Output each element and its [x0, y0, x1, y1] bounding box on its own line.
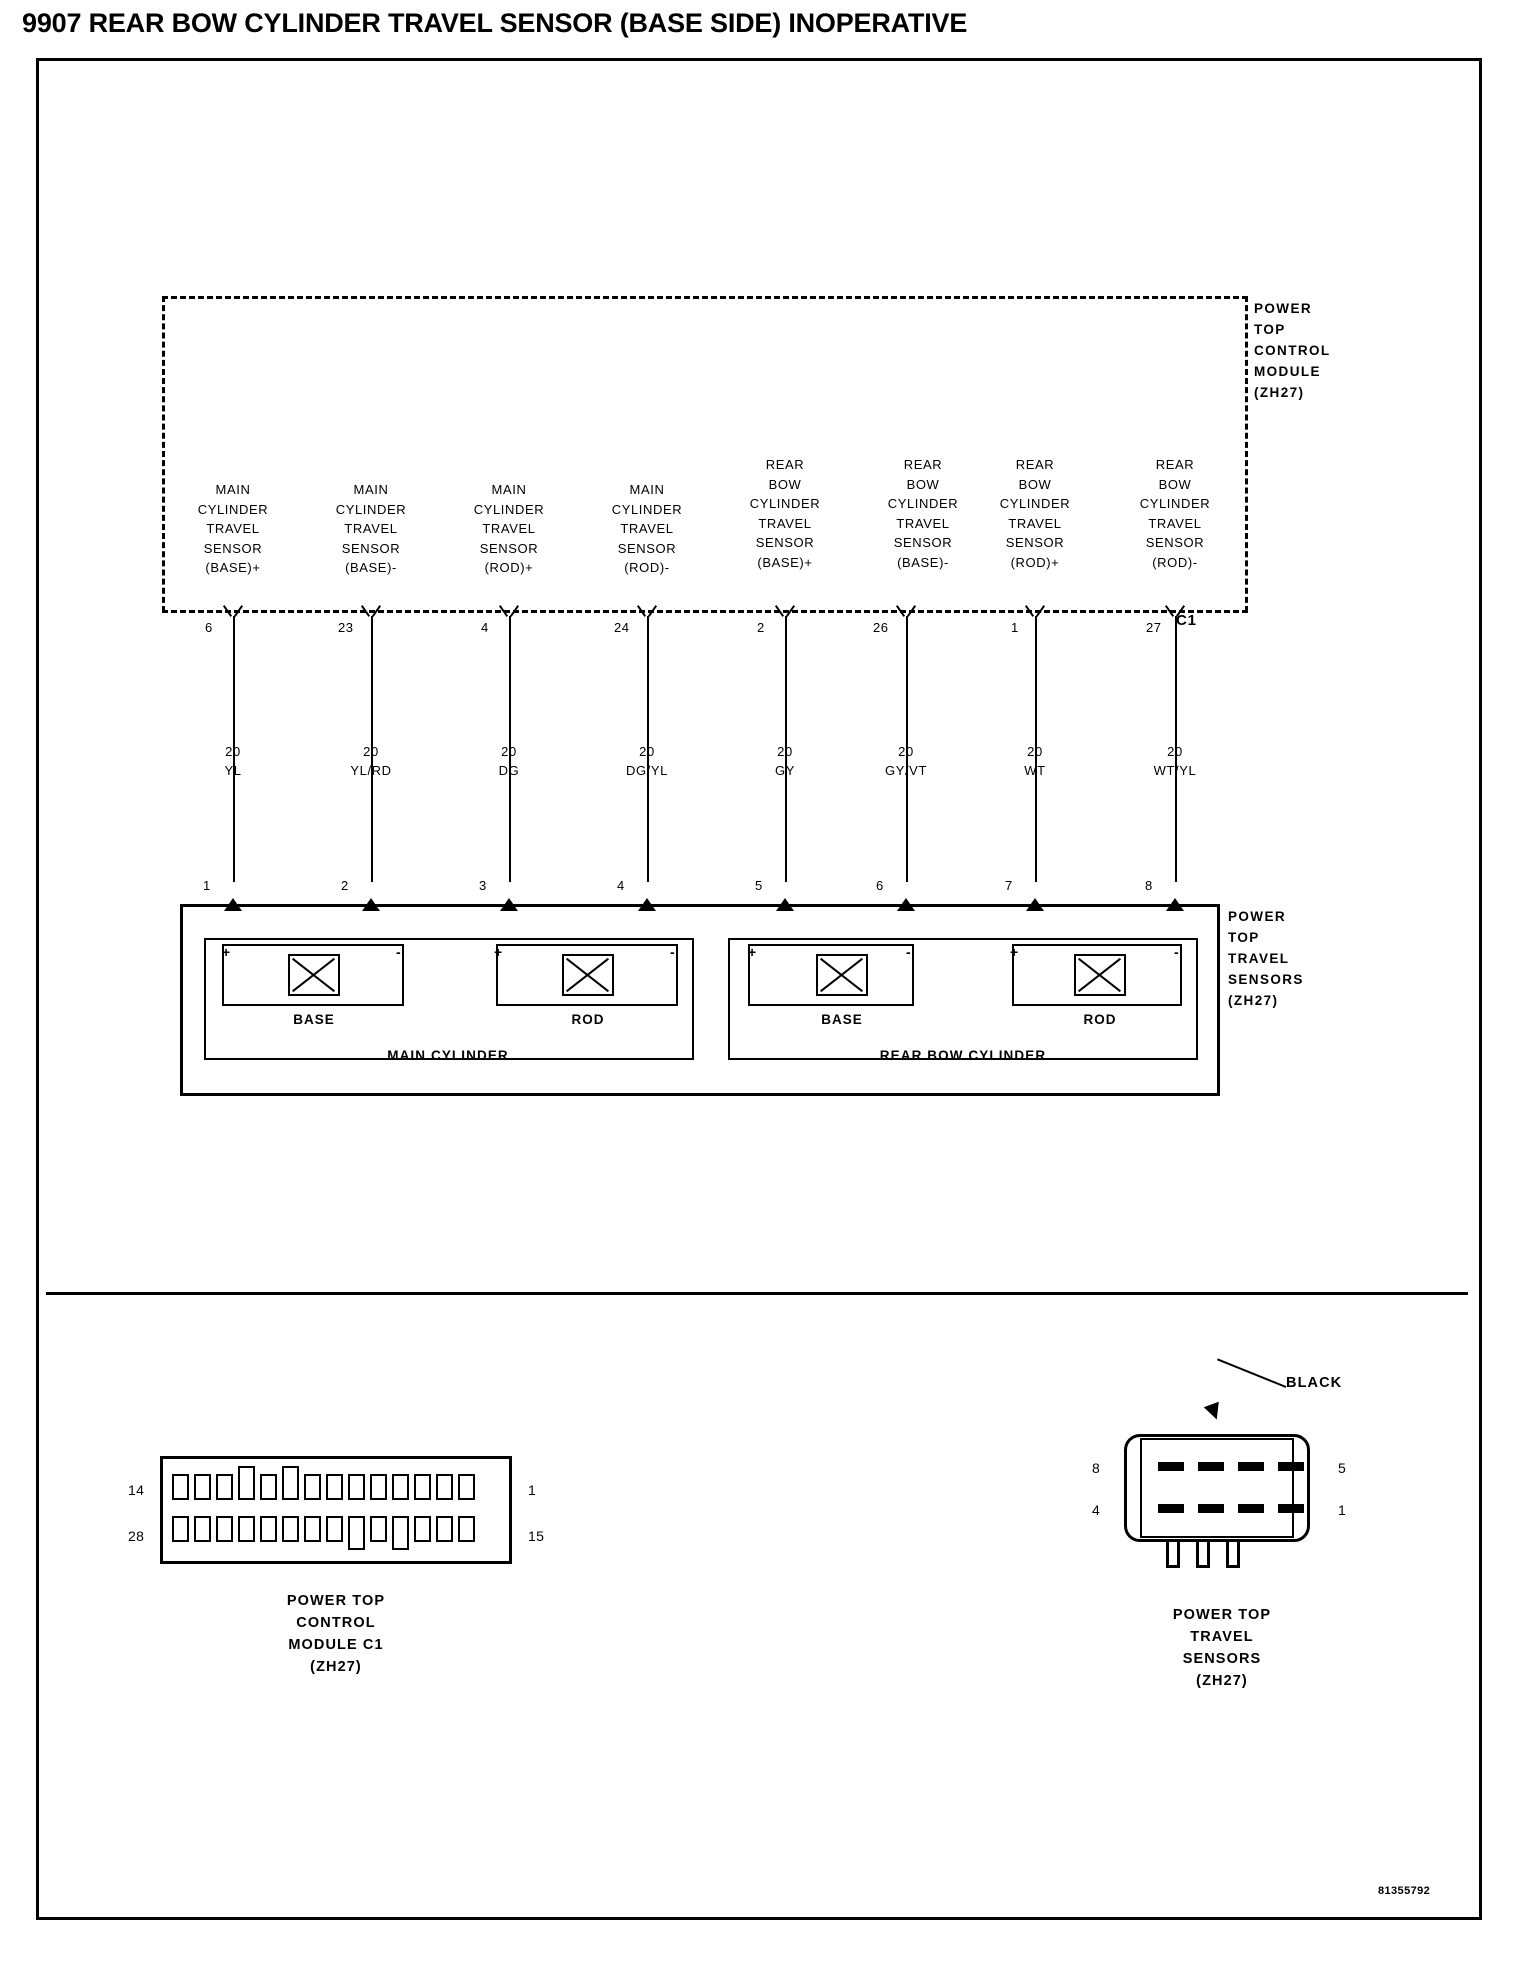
- c1-cavity-bottom: [414, 1516, 431, 1542]
- sensor-connector-tab-2: [1196, 1542, 1210, 1568]
- c1-pin-bottom-left: 28: [128, 1528, 145, 1544]
- sensor-connector-tab-3: [1226, 1542, 1240, 1568]
- c1-cavity-top: [326, 1474, 343, 1500]
- sensor-blade-bottom-1: [1158, 1504, 1184, 1513]
- sensors-caption-line-4: SENSORS: [1228, 972, 1304, 987]
- rear-base-minus: -: [906, 944, 911, 960]
- c1-cavity-bottom: [282, 1516, 299, 1542]
- sensor-pin-number-6: 6: [876, 878, 884, 893]
- main-cylinder-group-label: MAIN CYLINDER: [387, 1048, 509, 1063]
- sensors-caption-view-line-2: TRAVEL: [1190, 1629, 1254, 1645]
- circuit-label-5-line-1: REAR: [765, 457, 805, 472]
- c1-cavity-top: [392, 1474, 409, 1500]
- module-caption-line-1: POWER: [1254, 301, 1313, 316]
- main-rod-minus: -: [670, 944, 675, 960]
- main-cylinder-base-label: BASE: [293, 1012, 335, 1027]
- circuit-label-2: [306, 480, 436, 578]
- c1-cavity-top: [238, 1466, 255, 1500]
- sensors-caption-view-line-3: SENSORS: [1182, 1651, 1262, 1667]
- c1-cavity-top: [370, 1474, 387, 1500]
- wire-spec-8: [1115, 742, 1235, 780]
- wire-spec-4: [587, 742, 707, 780]
- sensors-caption-line-3: TRAVEL: [1228, 951, 1290, 966]
- circuit-label-3-line-1: MAIN: [491, 482, 527, 497]
- sensor-blade-bottom-3: [1238, 1504, 1264, 1513]
- c1-cavity-bottom: [326, 1516, 343, 1542]
- circuit-label-3-line-2: CYLINDER: [473, 501, 545, 517]
- sensor-blade-bottom-4: [1278, 1504, 1304, 1513]
- wire-color-3: DG: [498, 763, 520, 778]
- wire-color-2: YL/RD: [350, 763, 392, 778]
- circuit-label-1: [168, 480, 298, 578]
- sensor-pin-number-3: 3: [479, 878, 487, 893]
- sensor-connector-tab-1: [1166, 1542, 1180, 1568]
- c1-pin-top-right: 1: [528, 1482, 537, 1498]
- circuit-label-2-line-3: TRAVEL: [344, 521, 398, 536]
- module-caption-line-4: MODULE: [1254, 364, 1321, 379]
- circuit-label-8-line-6: (ROD)-: [1152, 554, 1198, 570]
- main-base-minus: -: [396, 944, 401, 960]
- wire-gauge-8: 20: [1167, 744, 1183, 759]
- c1-caption-line-4: (ZH27): [310, 1659, 362, 1675]
- wire-gauge-3: 20: [501, 744, 517, 759]
- rear-bow-base-sensor-symbol: [816, 954, 868, 996]
- black-callout-label: BLACK: [1286, 1375, 1343, 1391]
- document-code: 81355792: [1378, 1885, 1431, 1897]
- circuit-label-3-line-5: (ROD)+: [484, 560, 534, 575]
- circuit-label-5-line-2: BOW: [768, 476, 802, 492]
- c1-caption-line-1: POWER TOP: [286, 1593, 386, 1609]
- module-connector-label: C1: [1176, 612, 1197, 629]
- c1-cavity-top: [282, 1466, 299, 1500]
- circuit-label-7-line-1: REAR: [1015, 457, 1055, 472]
- circuit-label-2-line-5: (BASE)-: [345, 560, 397, 575]
- page-title: 9907 REAR BOW CYLINDER TRAVEL SENSOR (BASE SIDE) INOPERATIVE: [22, 8, 968, 38]
- main-cylinder-base-sensor-symbol: [288, 954, 340, 996]
- module-pin-number-3: 4: [481, 620, 489, 635]
- c1-cavity-top: [260, 1474, 277, 1500]
- c1-cavity-bottom: [238, 1516, 255, 1542]
- module-caption-line-2: TOP: [1254, 322, 1286, 337]
- circuit-label-4-line-4: SENSOR: [617, 540, 677, 556]
- circuit-label-7-line-4: TRAVEL: [1008, 515, 1062, 531]
- wire-color-4: DG/YL: [625, 763, 668, 778]
- c1-cavity-bottom: [172, 1516, 189, 1542]
- wire-color-5: GY: [775, 763, 795, 778]
- wire-spec-3: [449, 742, 569, 780]
- sensors-caption: [1228, 906, 1304, 1011]
- circuit-label-8-line-3: CYLINDER: [1139, 496, 1211, 511]
- module-pin-number-2: 23: [338, 620, 354, 635]
- wire-gauge-4: 20: [639, 744, 655, 759]
- module-pin-number-7: 1: [1011, 620, 1019, 635]
- module-pin-number-4: 24: [614, 620, 630, 635]
- sensors-caption-line-1: POWER: [1228, 909, 1287, 924]
- sensor-pin-number-7: 7: [1005, 878, 1013, 893]
- sensor-blade-bottom-2: [1198, 1504, 1224, 1513]
- c1-cavity-bottom: [436, 1516, 453, 1542]
- wire-color-1: YL: [224, 763, 242, 778]
- sensors-pin-top-left: 8: [1092, 1460, 1101, 1476]
- rear-bow-group-label: REAR BOW CYLINDER: [879, 1048, 1047, 1063]
- circuit-label-6-line-5: SENSOR: [893, 535, 953, 550]
- circuit-label-4-line-3: TRAVEL: [620, 521, 674, 536]
- circuit-label-6-line-6: (BASE)-: [897, 554, 949, 570]
- circuit-label-1-line-1: MAIN: [215, 482, 251, 497]
- c1-cavity-top: [304, 1474, 321, 1500]
- circuit-label-6-line-1: REAR: [903, 457, 943, 472]
- wire-spec-7: [975, 742, 1095, 780]
- module-pin-number-8: 27: [1146, 620, 1162, 635]
- wire-gauge-1: 20: [225, 744, 241, 759]
- circuit-label-1-line-4: SENSOR: [203, 540, 263, 556]
- c1-cavity-bottom: [370, 1516, 387, 1542]
- c1-cavity-top: [348, 1474, 365, 1500]
- main-cylinder-rod-sensor-symbol: [562, 954, 614, 996]
- sensors-caption-view-line-4: (ZH27): [1196, 1673, 1248, 1689]
- sensors-caption-line-2: TOP: [1228, 930, 1260, 945]
- sensors-caption-line-5: (ZH27): [1228, 993, 1279, 1008]
- circuit-label-3: [444, 480, 574, 578]
- c1-cavity-bottom: [348, 1516, 365, 1550]
- sensor-pin-number-2: 2: [341, 878, 349, 893]
- sensor-pin-number-4: 4: [617, 878, 625, 893]
- wire-spec-1: [173, 742, 293, 780]
- circuit-label-5: [720, 455, 850, 572]
- circuit-label-1-line-3: TRAVEL: [206, 521, 260, 536]
- sensor-blade-top-3: [1238, 1462, 1264, 1471]
- wire-gauge-7: 20: [1027, 744, 1043, 759]
- sensor-blade-top-4: [1278, 1462, 1304, 1471]
- c1-cavity-top: [194, 1474, 211, 1500]
- c1-pin-bottom-right: 15: [528, 1528, 545, 1544]
- circuit-label-2-line-1: MAIN: [353, 482, 389, 497]
- circuit-label-2-line-4: SENSOR: [341, 540, 401, 556]
- circuit-label-7-line-3: CYLINDER: [999, 496, 1071, 511]
- circuit-label-8-line-2: BOW: [1158, 476, 1192, 492]
- circuit-label-8-line-1: REAR: [1155, 457, 1195, 472]
- circuit-label-3-line-4: SENSOR: [479, 540, 539, 556]
- wire-gauge-2: 20: [363, 744, 379, 759]
- circuit-label-3-line-3: TRAVEL: [482, 521, 536, 536]
- circuit-label-4: [582, 480, 712, 578]
- module-pin-number-5: 2: [757, 620, 765, 635]
- circuit-label-7-line-5: SENSOR: [1005, 535, 1065, 550]
- c1-pin-top-left: 14: [128, 1482, 145, 1498]
- c1-cavity-top: [458, 1474, 475, 1500]
- sensors-connector-caption: [1092, 1604, 1352, 1692]
- sensor-pin-number-1: 1: [203, 878, 211, 893]
- module-caption-line-3: CONTROL: [1254, 343, 1331, 358]
- circuit-label-5-line-6: (BASE)+: [757, 554, 813, 570]
- sensor-pin-number-5: 5: [755, 878, 763, 893]
- module-pin-number-1: 6: [205, 620, 213, 635]
- sensors-caption-view-line-1: POWER TOP: [1172, 1607, 1272, 1623]
- circuit-label-6: [858, 455, 988, 572]
- rear-bow-rod-sensor-symbol: [1074, 954, 1126, 996]
- module-caption-line-5: (ZH27): [1254, 385, 1305, 400]
- rear-base-plus: +: [748, 944, 757, 960]
- wire-color-6: GY/VT: [884, 763, 927, 778]
- wire-spec-2: [311, 742, 431, 780]
- c1-caption: [186, 1590, 486, 1678]
- circuit-label-4-line-2: CYLINDER: [611, 501, 683, 517]
- rear-bow-rod-label: ROD: [1083, 1012, 1117, 1027]
- circuit-label-8: [1110, 455, 1240, 572]
- c1-cavity-bottom: [458, 1516, 475, 1542]
- c1-cavity-bottom: [216, 1516, 233, 1542]
- wire-spec-6: [846, 742, 966, 780]
- sensors-pin-bottom-right: 1: [1338, 1502, 1347, 1518]
- circuit-label-8-line-4: TRAVEL: [1148, 515, 1202, 531]
- c1-bottom-cavity-row: [172, 1516, 475, 1550]
- sensor-pin-number-8: 8: [1145, 878, 1153, 893]
- circuit-label-5-line-4: TRAVEL: [758, 515, 812, 531]
- rear-bow-base-label: BASE: [821, 1012, 863, 1027]
- wire-color-8: WT/YL: [1153, 763, 1197, 778]
- wire-gauge-6: 20: [898, 744, 914, 759]
- c1-cavity-bottom: [392, 1516, 409, 1550]
- connector-view-sensors-inner: [1140, 1438, 1294, 1538]
- module-pin-number-6: 26: [873, 620, 889, 635]
- c1-cavity-top: [216, 1474, 233, 1500]
- circuit-label-5-line-3: CYLINDER: [749, 496, 821, 511]
- circuit-label-7-line-6: (ROD)+: [1010, 554, 1060, 570]
- rear-rod-minus: -: [1174, 944, 1179, 960]
- rear-rod-plus: +: [1010, 944, 1019, 960]
- wire-gauge-5: 20: [777, 744, 793, 759]
- module-caption: [1254, 298, 1331, 403]
- c1-top-cavity-row: [172, 1474, 475, 1500]
- circuit-label-4-line-1: MAIN: [629, 482, 665, 497]
- main-rod-plus: +: [494, 944, 503, 960]
- circuit-label-4-line-5: (ROD)-: [624, 560, 670, 575]
- circuit-label-7: [970, 455, 1100, 572]
- circuit-label-5-line-5: SENSOR: [755, 535, 815, 550]
- c1-caption-line-2: CONTROL: [296, 1615, 376, 1631]
- circuit-label-6-line-3: CYLINDER: [887, 496, 959, 511]
- sensors-pin-bottom-left: 4: [1092, 1502, 1101, 1518]
- sensors-pin-top-right: 5: [1338, 1460, 1347, 1476]
- circuit-label-1-line-2: CYLINDER: [197, 501, 269, 517]
- sensor-blade-top-2: [1198, 1462, 1224, 1471]
- c1-cavity-top: [414, 1474, 431, 1500]
- main-cylinder-rod-label: ROD: [571, 1012, 605, 1027]
- c1-caption-line-3: MODULE C1: [288, 1637, 384, 1653]
- section-divider: [46, 1292, 1468, 1295]
- wire-color-7: WT: [1024, 763, 1046, 778]
- circuit-label-2-line-2: CYLINDER: [335, 501, 407, 517]
- circuit-label-8-line-5: SENSOR: [1145, 535, 1205, 550]
- c1-cavity-top: [436, 1474, 453, 1500]
- power-top-control-module-box-bottom-edge: [162, 610, 1248, 613]
- main-base-plus: +: [222, 944, 231, 960]
- c1-cavity-bottom: [260, 1516, 277, 1542]
- sensor-blade-top-1: [1158, 1462, 1184, 1471]
- c1-cavity-bottom: [304, 1516, 321, 1542]
- c1-cavity-bottom: [194, 1516, 211, 1542]
- c1-cavity-top: [172, 1474, 189, 1500]
- wire-spec-5: [725, 742, 845, 780]
- circuit-label-6-line-2: BOW: [906, 476, 940, 492]
- circuit-label-7-line-2: BOW: [1018, 476, 1052, 492]
- circuit-label-6-line-4: TRAVEL: [896, 515, 950, 531]
- circuit-label-1-line-5: (BASE)+: [205, 560, 261, 575]
